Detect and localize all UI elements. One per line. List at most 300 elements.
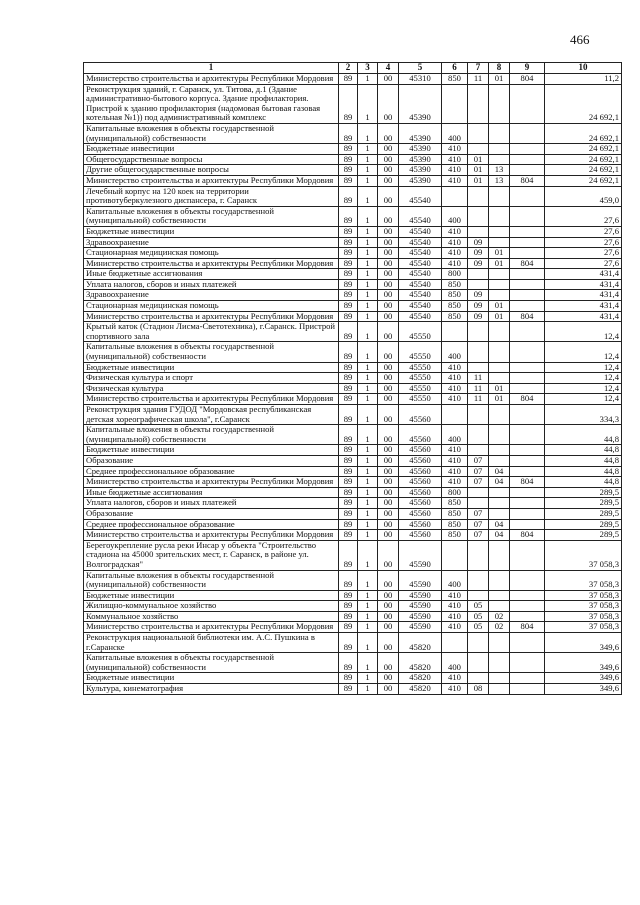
amount-cell: 349,6: [545, 673, 622, 684]
cell: 89: [339, 394, 358, 405]
table-row: [84, 455, 622, 466]
column-header: 8: [489, 63, 510, 74]
cell: [489, 279, 510, 290]
cell: [489, 342, 510, 362]
column-header: 2: [339, 63, 358, 74]
row-label: Капитальные вложения в объекты государственной (муниципальной) собственности: [84, 206, 339, 226]
cell: 1: [358, 498, 378, 509]
cell: 00: [378, 165, 399, 176]
table-row: [84, 342, 622, 362]
amount-cell: 24 692,1: [545, 175, 622, 186]
cell: [510, 633, 545, 653]
table-row: [84, 508, 622, 519]
amount-cell: 12,4: [545, 342, 622, 362]
cell: [510, 601, 545, 612]
cell: 89: [339, 290, 358, 301]
cell: 1: [358, 322, 378, 342]
cell: 89: [339, 74, 358, 85]
cell: 45590: [399, 570, 442, 590]
cell: 01: [468, 154, 489, 165]
cell: [489, 362, 510, 373]
cell: [510, 508, 545, 519]
cell: [468, 425, 489, 445]
cell: [510, 237, 545, 248]
table-row: [84, 84, 622, 123]
amount-cell: 24 692,1: [545, 84, 622, 123]
cell: [510, 653, 545, 673]
cell: 45540: [399, 301, 442, 312]
cell: 89: [339, 622, 358, 633]
cell: 00: [378, 383, 399, 394]
cell: 00: [378, 570, 399, 590]
cell: 410: [442, 455, 468, 466]
table-row: [84, 611, 622, 622]
table-row: [84, 74, 622, 85]
cell: 01: [489, 383, 510, 394]
cell: 89: [339, 342, 358, 362]
amount-cell: 44,8: [545, 455, 622, 466]
amount-cell: 12,4: [545, 394, 622, 405]
cell: 410: [442, 673, 468, 684]
cell: [489, 487, 510, 498]
cell: 89: [339, 383, 358, 394]
table-row: [84, 206, 622, 226]
cell: 09: [468, 301, 489, 312]
row-label: Уплата налогов, сборов и иных платежей: [84, 498, 339, 509]
row-label: Общегосударственные вопросы: [84, 154, 339, 165]
cell: 00: [378, 477, 399, 488]
cell: 410: [442, 477, 468, 488]
cell: [442, 186, 468, 206]
cell: 1: [358, 590, 378, 601]
cell: 410: [442, 383, 468, 394]
cell: 01: [468, 175, 489, 186]
amount-cell: 27,6: [545, 237, 622, 248]
amount-cell: 37 058,3: [545, 590, 622, 601]
header-row: [84, 63, 622, 74]
cell: 400: [442, 342, 468, 362]
cell: 01: [489, 74, 510, 85]
amount-cell: 431,4: [545, 279, 622, 290]
row-label: Среднее профессиональное образование: [84, 519, 339, 530]
row-label: Реконструкция национальной библиотеки им. А.С. Пушкина в г.Саранске: [84, 633, 339, 653]
cell: 89: [339, 633, 358, 653]
cell: [489, 653, 510, 673]
amount-cell: 37 058,3: [545, 570, 622, 590]
cell: 00: [378, 269, 399, 280]
cell: 00: [378, 226, 399, 237]
cell: 410: [442, 590, 468, 601]
cell: 45590: [399, 540, 442, 570]
row-label: Министерство строительства и архитектуры Республики Мордовия: [84, 530, 339, 541]
cell: 00: [378, 144, 399, 155]
cell: [468, 590, 489, 601]
cell: 89: [339, 673, 358, 684]
cell: 45540: [399, 248, 442, 259]
amount-cell: 12,4: [545, 383, 622, 394]
cell: [442, 633, 468, 653]
cell: 45560: [399, 487, 442, 498]
column-header: 10: [545, 63, 622, 74]
cell: 1: [358, 144, 378, 155]
cell: 00: [378, 445, 399, 456]
cell: [510, 373, 545, 384]
cell: 00: [378, 186, 399, 206]
cell: 00: [378, 290, 399, 301]
cell: 850: [442, 498, 468, 509]
row-label: Здравоохранение: [84, 290, 339, 301]
cell: 1: [358, 269, 378, 280]
cell: 850: [442, 519, 468, 530]
cell: 45820: [399, 673, 442, 684]
amount-cell: 431,4: [545, 290, 622, 301]
row-label: Образование: [84, 455, 339, 466]
cell: 804: [510, 530, 545, 541]
cell: 01: [489, 394, 510, 405]
row-label: Физическая культура и спорт: [84, 373, 339, 384]
table-row: [84, 175, 622, 186]
cell: 45560: [399, 477, 442, 488]
cell: 89: [339, 322, 358, 342]
cell: 410: [442, 237, 468, 248]
cell: 00: [378, 311, 399, 322]
cell: 45540: [399, 186, 442, 206]
cell: 804: [510, 477, 545, 488]
cell: 1: [358, 540, 378, 570]
cell: 89: [339, 311, 358, 322]
table-row: [84, 540, 622, 570]
cell: 400: [442, 206, 468, 226]
cell: 01: [489, 311, 510, 322]
cell: 1: [358, 226, 378, 237]
cell: 00: [378, 601, 399, 612]
cell: 410: [442, 175, 468, 186]
cell: [510, 455, 545, 466]
cell: 89: [339, 487, 358, 498]
cell: [489, 590, 510, 601]
cell: [489, 373, 510, 384]
amount-cell: 12,4: [545, 362, 622, 373]
amount-cell: 27,6: [545, 258, 622, 269]
table-row: [84, 425, 622, 445]
cell: 45560: [399, 508, 442, 519]
cell: [468, 498, 489, 509]
cell: 1: [358, 530, 378, 541]
cell: 45560: [399, 530, 442, 541]
row-label: Стационарная медицинская помощь: [84, 301, 339, 312]
table-row: [84, 519, 622, 530]
cell: [468, 362, 489, 373]
cell: [510, 383, 545, 394]
row-label: Реконструкция здания ГУДОД "Мордовская республиканская детская хореографическая школа", г.Саранск: [84, 405, 339, 425]
amount-cell: 289,5: [545, 530, 622, 541]
amount-cell: 24 692,1: [545, 165, 622, 176]
cell: [510, 84, 545, 123]
amount-cell: 24 692,1: [545, 123, 622, 143]
table-row: [84, 279, 622, 290]
table-row: [84, 186, 622, 206]
cell: 89: [339, 498, 358, 509]
cell: [489, 186, 510, 206]
cell: 89: [339, 477, 358, 488]
cell: 400: [442, 653, 468, 673]
cell: 89: [339, 301, 358, 312]
cell: [510, 322, 545, 342]
cell: 05: [468, 601, 489, 612]
cell: 89: [339, 269, 358, 280]
cell: 00: [378, 590, 399, 601]
cell: 00: [378, 540, 399, 570]
cell: 45560: [399, 455, 442, 466]
cell: 804: [510, 74, 545, 85]
amount-cell: 12,4: [545, 322, 622, 342]
cell: [510, 405, 545, 425]
cell: 89: [339, 405, 358, 425]
cell: 45550: [399, 362, 442, 373]
row-label: Берегоукрепление русла реки Инсар у объекта "Строительство стадиона на 45000 зрительских мест, г. Саранск, в районе ул. Волгоградская": [84, 540, 339, 570]
cell: 1: [358, 154, 378, 165]
cell: 89: [339, 466, 358, 477]
cell: 1: [358, 290, 378, 301]
cell: 45540: [399, 311, 442, 322]
cell: 410: [442, 362, 468, 373]
row-label: Министерство строительства и архитектуры Республики Мордовия: [84, 175, 339, 186]
cell: 410: [442, 601, 468, 612]
table-row: [84, 237, 622, 248]
table-row: [84, 570, 622, 590]
table-row: [84, 477, 622, 488]
cell: 00: [378, 322, 399, 342]
cell: 00: [378, 84, 399, 123]
cell: 09: [468, 258, 489, 269]
cell: 07: [468, 477, 489, 488]
cell: 00: [378, 123, 399, 143]
amount-cell: 334,3: [545, 405, 622, 425]
page-number: 466: [570, 32, 590, 47]
table-row: [84, 601, 622, 612]
row-label: Капитальные вложения в объекты государственной (муниципальной) собственности: [84, 653, 339, 673]
row-label: Коммунальное хозяйство: [84, 611, 339, 622]
cell: 89: [339, 684, 358, 695]
column-header: 1: [84, 63, 339, 74]
cell: 1: [358, 84, 378, 123]
cell: [442, 322, 468, 342]
cell: 11: [468, 373, 489, 384]
column-header: 9: [510, 63, 545, 74]
cell: 850: [442, 530, 468, 541]
table-row: [84, 590, 622, 601]
row-label: Бюджетные инвестиции: [84, 362, 339, 373]
cell: 07: [468, 519, 489, 530]
cell: [489, 206, 510, 226]
cell: 00: [378, 611, 399, 622]
cell: 1: [358, 455, 378, 466]
cell: 45820: [399, 633, 442, 653]
cell: 89: [339, 519, 358, 530]
cell: 00: [378, 237, 399, 248]
cell: 04: [489, 466, 510, 477]
amount-cell: 24 692,1: [545, 144, 622, 155]
cell: [468, 279, 489, 290]
table-row: [84, 653, 622, 673]
row-label: Иные бюджетные ассигнования: [84, 487, 339, 498]
cell: [489, 684, 510, 695]
cell: 410: [442, 611, 468, 622]
cell: 00: [378, 466, 399, 477]
cell: 1: [358, 248, 378, 259]
cell: 1: [358, 362, 378, 373]
row-label: Бюджетные инвестиции: [84, 673, 339, 684]
cell: 00: [378, 425, 399, 445]
cell: 00: [378, 373, 399, 384]
cell: [489, 498, 510, 509]
cell: 89: [339, 653, 358, 673]
cell: 410: [442, 445, 468, 456]
cell: 00: [378, 633, 399, 653]
cell: 45550: [399, 373, 442, 384]
cell: [510, 684, 545, 695]
cell: 04: [489, 519, 510, 530]
cell: 09: [468, 290, 489, 301]
cell: 45540: [399, 279, 442, 290]
cell: 1: [358, 165, 378, 176]
cell: 00: [378, 342, 399, 362]
column-header: 3: [358, 63, 378, 74]
cell: 04: [489, 477, 510, 488]
cell: [489, 508, 510, 519]
cell: 45590: [399, 590, 442, 601]
cell: 45540: [399, 258, 442, 269]
cell: 00: [378, 455, 399, 466]
amount-cell: 289,5: [545, 487, 622, 498]
cell: 1: [358, 311, 378, 322]
cell: [489, 405, 510, 425]
cell: 89: [339, 570, 358, 590]
cell: 1: [358, 237, 378, 248]
cell: [510, 540, 545, 570]
cell: [510, 144, 545, 155]
row-label: Крытый каток (Стадион Лисма-Светотехника), г.Саранск. Пристрой спортивного зала: [84, 322, 339, 342]
cell: 400: [442, 425, 468, 445]
cell: 410: [442, 373, 468, 384]
budget-table: [83, 62, 622, 695]
row-label: Физическая культура: [84, 383, 339, 394]
amount-cell: 24 692,1: [545, 154, 622, 165]
cell: 804: [510, 622, 545, 633]
cell: [468, 186, 489, 206]
cell: [489, 425, 510, 445]
cell: 1: [358, 601, 378, 612]
cell: [468, 84, 489, 123]
cell: 1: [358, 186, 378, 206]
cell: 01: [489, 258, 510, 269]
cell: 89: [339, 590, 358, 601]
cell: 45540: [399, 237, 442, 248]
cell: [489, 269, 510, 280]
cell: 45540: [399, 290, 442, 301]
cell: 45550: [399, 394, 442, 405]
cell: [468, 570, 489, 590]
cell: [468, 123, 489, 143]
cell: 1: [358, 673, 378, 684]
cell: 00: [378, 258, 399, 269]
cell: [510, 445, 545, 456]
cell: [510, 279, 545, 290]
cell: 89: [339, 226, 358, 237]
amount-cell: 44,8: [545, 425, 622, 445]
cell: [510, 590, 545, 601]
cell: 800: [442, 269, 468, 280]
cell: 08: [468, 684, 489, 695]
cell: 00: [378, 394, 399, 405]
cell: 45820: [399, 684, 442, 695]
cell: 89: [339, 373, 358, 384]
cell: 11: [468, 394, 489, 405]
cell: 410: [442, 226, 468, 237]
table-row: [84, 290, 622, 301]
cell: 01: [468, 165, 489, 176]
row-label: Капитальные вложения в объекты государственной (муниципальной) собственности: [84, 342, 339, 362]
cell: [510, 362, 545, 373]
cell: 400: [442, 570, 468, 590]
table-row: [84, 226, 622, 237]
cell: 89: [339, 455, 358, 466]
row-label: Другие общегосударственные вопросы: [84, 165, 339, 176]
cell: 09: [468, 311, 489, 322]
table-row: [84, 154, 622, 165]
cell: 1: [358, 301, 378, 312]
amount-cell: 349,6: [545, 684, 622, 695]
table-row: [84, 405, 622, 425]
cell: 00: [378, 74, 399, 85]
cell: 00: [378, 248, 399, 259]
row-label: Лечебный корпус на 120 коек на территории противотуберкулезного диспансера, г. Саранск: [84, 186, 339, 206]
row-label: Бюджетные инвестиции: [84, 226, 339, 237]
cell: [442, 540, 468, 570]
row-label: Министерство строительства и архитектуры Республики Мордовия: [84, 311, 339, 322]
cell: 45590: [399, 622, 442, 633]
cell: [468, 322, 489, 342]
cell: 00: [378, 622, 399, 633]
cell: [468, 673, 489, 684]
cell: 04: [489, 530, 510, 541]
cell: 1: [358, 570, 378, 590]
table-row: [84, 673, 622, 684]
cell: 1: [358, 487, 378, 498]
table-row: [84, 248, 622, 259]
column-header: 5: [399, 63, 442, 74]
cell: 1: [358, 373, 378, 384]
table-row: [84, 322, 622, 342]
column-header: 6: [442, 63, 468, 74]
cell: [489, 144, 510, 155]
cell: 89: [339, 279, 358, 290]
table-row: [84, 373, 622, 384]
cell: 45390: [399, 123, 442, 143]
cell: 89: [339, 445, 358, 456]
cell: [510, 226, 545, 237]
cell: [489, 322, 510, 342]
cell: 45550: [399, 383, 442, 394]
row-label: Бюджетные инвестиции: [84, 590, 339, 601]
cell: 89: [339, 601, 358, 612]
cell: 850: [442, 74, 468, 85]
cell: 1: [358, 342, 378, 362]
cell: 804: [510, 394, 545, 405]
amount-cell: 37 058,3: [545, 611, 622, 622]
cell: [489, 570, 510, 590]
row-label: Уплата налогов, сборов и иных платежей: [84, 279, 339, 290]
